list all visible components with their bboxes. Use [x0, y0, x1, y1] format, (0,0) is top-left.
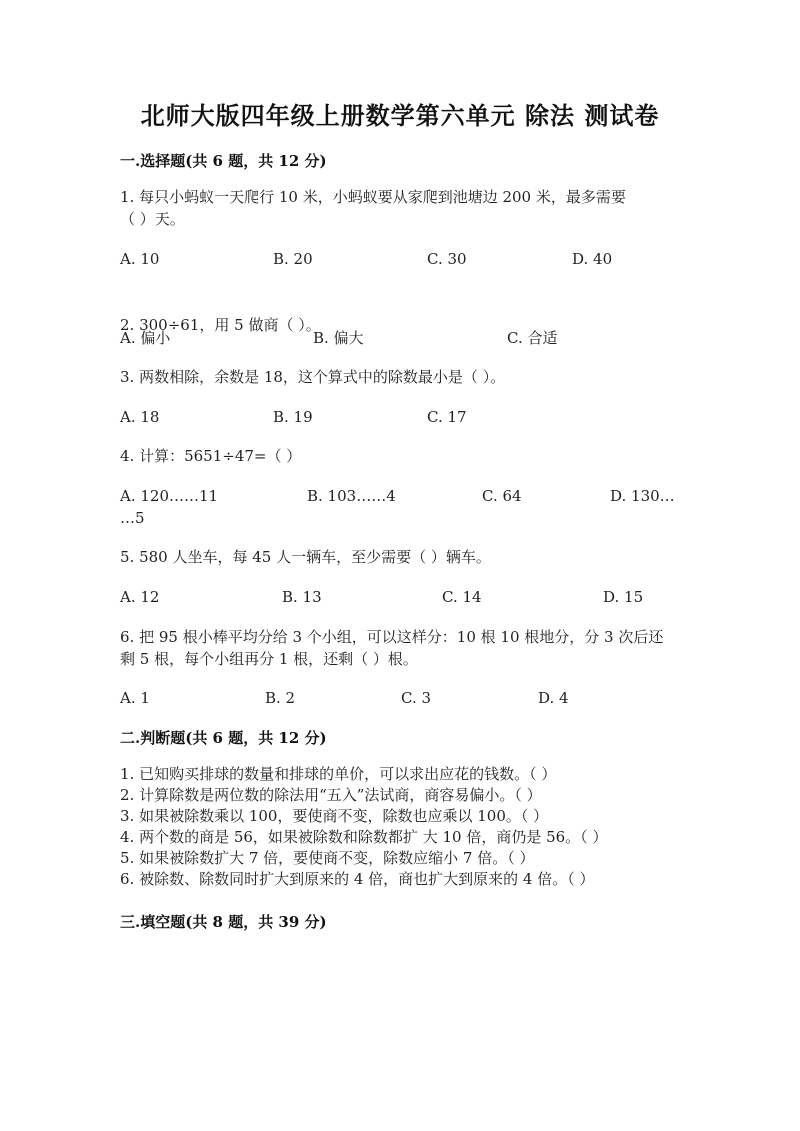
option-d-wrap: …5 [120, 509, 145, 527]
option-a[interactable]: A. 18 [120, 408, 160, 426]
option-a[interactable]: A. 10 [120, 250, 160, 268]
option-a[interactable]: A. 1 [120, 689, 150, 707]
judgement-question-2: 2. 计算除数是两位数的除法用“五入”法试商，商容易偏小。（ ） [120, 786, 542, 804]
option-c[interactable]: C. 合适 [507, 329, 558, 347]
question-stem-line: 4. 计算：5651÷47=（ ） [120, 447, 302, 465]
option-a[interactable]: A. 偏小 [120, 329, 171, 347]
option-c[interactable]: C. 3 [401, 689, 432, 707]
judgement-question-6: 6. 被除数、除数同时扩大到原来的 4 倍，商也扩大到原来的 4 倍。（ ） [120, 870, 595, 888]
option-b[interactable]: B. 偏大 [313, 329, 364, 347]
options-q1 [120, 248, 680, 270]
option-b[interactable]: B. 103……4 [307, 487, 396, 505]
option-d[interactable]: D. 4 [538, 689, 569, 707]
option-b[interactable]: B. 2 [265, 689, 296, 707]
option-d[interactable]: D. 130… [610, 487, 675, 505]
option-a[interactable]: A. 120……11 [120, 487, 219, 505]
option-a[interactable]: A. 12 [120, 588, 160, 606]
question-stem-line: 2. 300÷61，用 5 做商（ ）。 [120, 316, 321, 334]
page-title: 北师大版四年级上册数学第六单元 除法 测试卷 [140, 101, 660, 130]
section-heading-choice: 一.选择题(共 6 题，共 12 分) [120, 152, 327, 170]
option-c[interactable]: C. 17 [427, 408, 467, 426]
option-b[interactable]: B. 13 [282, 588, 322, 606]
judgement-question-3: 3. 如果被除数乘以 100，要使商不变，除数也应乘以 100。（ ） [120, 807, 549, 825]
judgement-question-5: 5. 如果被除数扩大 7 倍，要使商不变，除数应缩小 7 倍。（ ） [120, 849, 535, 867]
question-stem-line: 3. 两数相除，余数是 18，这个算式中的除数最小是（ ）。 [120, 368, 506, 386]
judgement-question-1: 1. 已知购买排球的数量和排球的单价，可以求出应花的钱数。（ ） [120, 765, 557, 783]
question-stem-line: （ ）天。 [120, 210, 185, 228]
question-stem-line: 1. 每只小蚂蚁一天爬行 10 米，小蚂蚁要从家爬到池塘边 200 米，最多需要 [120, 188, 626, 206]
choice-question-1 [120, 186, 680, 230]
options-q6 [120, 687, 680, 709]
choice-question-4 [120, 445, 680, 467]
option-c[interactable]: C. 64 [482, 487, 522, 505]
question-stem-line: 5. 580 人坐车，每 45 人一辆车，至少需要（ ）辆车。 [120, 548, 491, 566]
section-heading-fill-blank: 三.填空题(共 8 题，共 39 分) [120, 913, 327, 931]
question-stem-line: 6. 把 95 根小棒平均分给 3 个小组，可以这样分：10 根 10 根地分，分 3 次后还 [120, 628, 664, 646]
section-heading-judgement [120, 727, 327, 748]
choice-question-6 [120, 626, 680, 670]
options-q3 [120, 406, 680, 428]
question-stem-line: 剩 5 根，每个小组再分 1 根，还剩（ ）根。 [120, 650, 418, 668]
option-d[interactable]: D. 15 [603, 588, 644, 606]
option-b[interactable]: B. 20 [273, 250, 313, 268]
option-d[interactable]: D. 40 [572, 250, 613, 268]
options-q2 [120, 327, 680, 349]
choice-question-3 [120, 366, 680, 388]
section-heading-text: 二.判断题(共 6 题，共 12 分) [120, 729, 327, 747]
option-c[interactable]: C. 30 [427, 250, 467, 268]
options-q5 [120, 586, 680, 608]
judgement-question-4: 4. 两个数的商是 56，如果被除数和除数都扩 大 10 倍，商仍是 56。（ ） [120, 828, 608, 846]
option-c[interactable]: C. 14 [442, 588, 482, 606]
options-q4 [120, 485, 680, 507]
choice-question-5 [120, 546, 680, 568]
option-b[interactable]: B. 19 [273, 408, 313, 426]
